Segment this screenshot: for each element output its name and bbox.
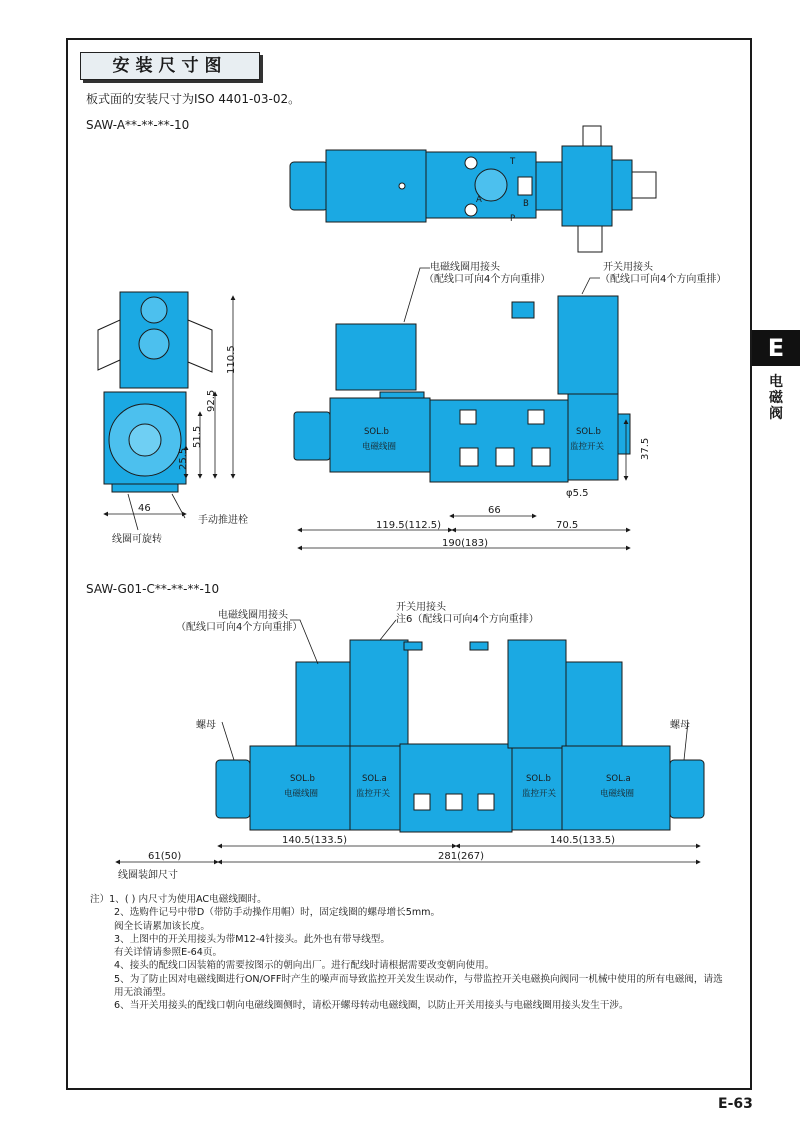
port-t: T: [510, 157, 516, 167]
intro-text: 板式面的安装尺寸为ISO 4401-03-02。: [86, 92, 301, 106]
g-coil-left: 电磁线圈: [284, 789, 319, 799]
dim-190: 190(183): [442, 538, 488, 549]
dim-70-5: 70.5: [556, 520, 579, 531]
nut-right-label: 螺母: [670, 720, 690, 731]
g-callout-switch-connector-sub: 注6（配线口可向4个方向重排）: [396, 614, 539, 625]
note-2-cont: 阀全长请累加该长度。: [114, 920, 210, 932]
dim-66: 66: [488, 505, 501, 516]
a-monitor-label: 监控开关: [570, 442, 605, 452]
note-2: 2、选购件记号中带D（带防手动操作用帽）时，固定线圈的螺母增长5mm。: [114, 907, 441, 919]
dim-92-5: 92.5: [206, 389, 217, 412]
a-callout-coil-connector-sub: （配线口可向4个方向重排）: [424, 274, 551, 285]
top-view-a: [290, 126, 656, 252]
g-callout-coil-connector: 电磁线圈用接头: [218, 610, 288, 621]
note-3-cont: 有关详情请参照E-64页。: [114, 947, 223, 959]
page-number: E-63: [718, 1096, 753, 1112]
note-4: 4、接头的配线口因装箱的需要按图示的朝向出厂。进行配线时请根据需要改变朝向使用。: [114, 960, 495, 972]
dim-25-5: 25.5: [178, 447, 189, 470]
a-sol-b-left: SOL.b: [364, 427, 389, 437]
front-view-g: [216, 640, 704, 832]
note-3: 3、上图中的开关用接头为带M12-4针接头。此外也有带导线型。: [114, 933, 390, 945]
a-callout-switch-connector-sub: （配线口可向4个方向重排）: [600, 274, 727, 285]
a-coil-label: 电磁线圈: [362, 442, 397, 452]
model-g-label: SAW-G01-C**-**-**-10: [86, 582, 220, 596]
front-view-a: [294, 296, 630, 482]
port-p: P: [510, 214, 516, 224]
side-view-a: [98, 292, 212, 492]
g-callout-switch-connector: 开关用接头: [396, 602, 446, 613]
coil-removal-label: 线圈装卸尺寸: [118, 870, 178, 881]
dim-281: 281(267): [438, 851, 484, 862]
model-a-label: SAW-A**-**-**-10: [86, 118, 190, 132]
g-coil-right: 电磁线圈: [600, 789, 635, 799]
dim-140-left: 140.5(133.5): [282, 835, 348, 846]
a-callout-coil-connector: 电磁线圈用接头: [430, 262, 500, 273]
note-6: 6、当开关用接头的配线口朝向电磁线圈侧时，请松开螺母转动电磁线圈，以防止开关用接头与电磁线圈用接头发生干涉。: [114, 1000, 629, 1012]
dim-phi-5-5: φ5.5: [566, 488, 589, 499]
section-title: 安装尺寸图: [80, 52, 260, 80]
section-tab-letter: E: [752, 330, 800, 366]
g-monitor-right: 监控开关: [522, 789, 557, 799]
port-b: B: [523, 199, 529, 209]
dim-61: 61(50): [148, 851, 182, 862]
g-sol-b-right: SOL.b: [526, 774, 551, 784]
g-sol-a-left: SOL.a: [362, 774, 387, 784]
note-5-cont: 用无浪涌型。: [114, 987, 172, 999]
a-sol-b-right: SOL.b: [576, 427, 601, 437]
a-callout-switch-connector: 开关用接头: [603, 262, 653, 273]
dim-140-right: 140.5(133.5): [550, 835, 616, 846]
nut-left-label: 螺母: [196, 720, 216, 731]
coil-rotatable-label: 线圈可旋转: [112, 534, 162, 545]
dim-37-5: 37.5: [640, 437, 651, 460]
note-5: 5、为了防止因对电磁线圈进行ON/OFF时产生的噪声而导致监控开关发生误动作，与带监控开关电磁换向阀同一机械中使用的所有电磁阀，请选: [114, 973, 723, 985]
dim-51-5: 51.5: [192, 425, 203, 448]
port-a: A: [476, 195, 482, 205]
dim-110-5: 110.5: [226, 345, 237, 374]
g-callout-coil-connector-sub: （配线口可向4个方向重排）: [176, 622, 303, 633]
dim-46: 46: [138, 503, 151, 514]
notes: [90, 893, 740, 1013]
note-1: 注）1、( ) 内尺寸为使用AC电磁线圈时。: [90, 894, 267, 905]
section-tab-category: 电磁阀: [769, 374, 783, 422]
g-sol-b-left: SOL.b: [290, 774, 315, 784]
g-monitor-left: 监控开关: [356, 789, 391, 799]
g-sol-a-right: SOL.a: [606, 774, 631, 784]
dim-119-5: 119.5(112.5): [376, 520, 442, 531]
manual-pin-label: 手动推进栓: [198, 515, 248, 526]
